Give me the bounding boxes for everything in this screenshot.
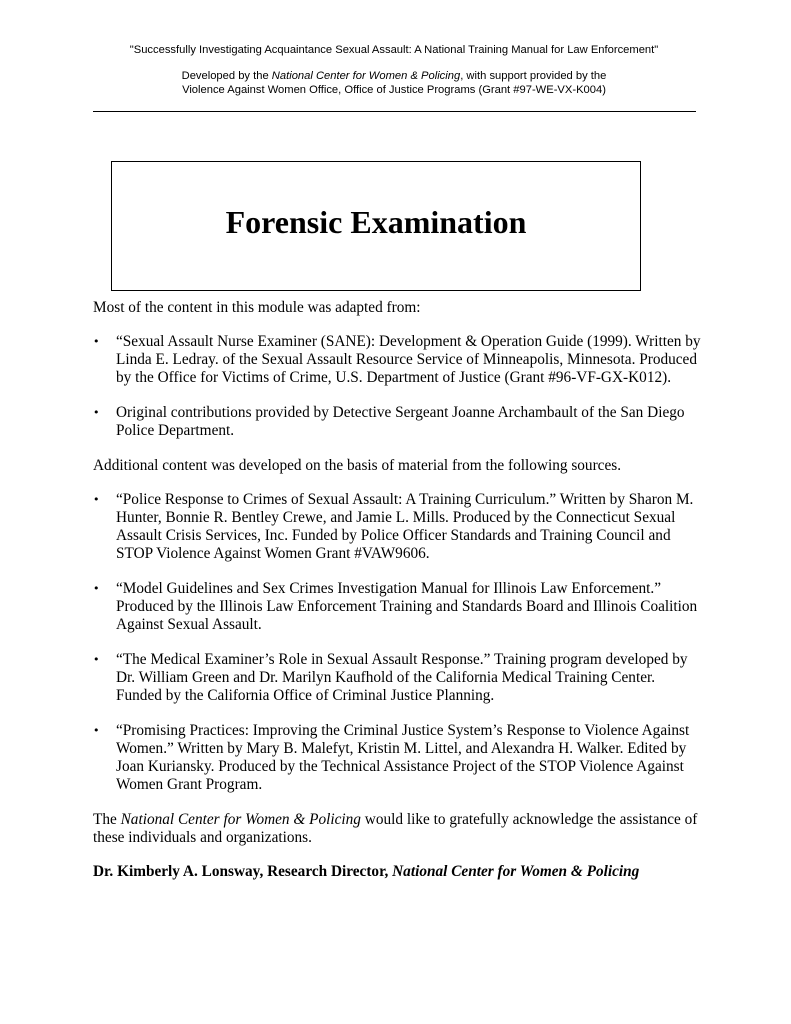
bullet-icon: •: [93, 653, 100, 666]
signature-author: Dr. Kimberly A. Lonsway, Research Director,: [93, 863, 393, 880]
document-body: [93, 299, 703, 881]
title-box: [111, 161, 641, 291]
bullet-icon: •: [93, 406, 100, 419]
primary-sources-list: [93, 333, 703, 440]
additional-sources-list: [93, 491, 703, 794]
list-item: • Original contributions provided by Detective Sergeant Joanne Archambault of the San Diego Police Department.: [93, 404, 685, 439]
bullet-icon: •: [93, 493, 100, 506]
list-item: • “The Medical Examiner’s Role in Sexual Assault Response.” Training program developed by Dr. William Green and Dr. Marilyn Kaufhold of the California Medical Training Center. Funded by the California Office of Criminal Justice Planning.: [93, 651, 688, 704]
list-item: • “Police Response to Crimes of Sexual Assault: A Training Curriculum.” Written by Sharon M. Hunter, Bonnie R. Bentley Crewe, and Jamie L. Mills. Produced by the Connecticut Sexual Assault Crisis Services, Inc. Funded by Police Officer Standards and Training Council and STOP Violence Against Women Grant #VAW9606.: [93, 491, 694, 562]
page-header: [93, 43, 695, 97]
bullet-icon: •: [93, 724, 100, 737]
list-item: • “Sexual Assault Nurse Examiner (SANE): Development & Operation Guide (1999). Written by Linda E. Ledray. of the Sexual Assault Resource Service of Minneapolis, Minnesota. Produced by the Office for Victims of Crime, U.S. Department of Justice (Grant #96-VF-GX-K012).: [93, 333, 701, 386]
organization-name: National Center for Women & Policing: [120, 811, 361, 828]
intro-paragraph: Most of the content in this module was adapted from:: [93, 299, 421, 316]
list-item: • “Promising Practices: Improving the Criminal Justice System’s Response to Violence Against Women.” Written by Mary B. Malefyt, Kristin M. Littel, and Alexandra H. Walker. Edited by Joan Kuriansky. Produced by the Technical Assistance Project of the STOP Violence Against Women Grant Program.: [93, 722, 690, 793]
developer-line: Developed by the National Center for Women & Policing, with support provided by the: [181, 70, 607, 82]
signature-organization: National Center for Women & Policing: [392, 863, 640, 880]
manual-title-line: "Successfully Investigating Acquaintance Sexual Assault: A National Training Manual for Law Enforcement": [129, 44, 659, 56]
organization-name: National Center for Women & Policing: [271, 70, 461, 82]
grant-line: Violence Against Women Office, Office of Justice Programs (Grant #97-WE-VX-K004): [182, 84, 606, 96]
list-item: • “Model Guidelines and Sex Crimes Investigation Manual for Illinois Law Enforcement.” Produced by the Illinois Law Enforcement Training and Standards Board and Illinois Coalition Against Sexual Assault.: [93, 580, 698, 633]
page-title: Forensic Examination: [225, 204, 527, 240]
additional-intro-paragraph: Additional content was developed on the basis of material from the following sources.: [93, 457, 622, 474]
bullet-icon: •: [93, 582, 100, 595]
bullet-icon: •: [93, 335, 100, 348]
header-divider: [93, 111, 696, 112]
signature-line: [93, 863, 703, 881]
acknowledgment-paragraph: The National Center for Women & Policing would like to gratefully acknowledge the assistance of these individuals and organizations.: [93, 811, 698, 846]
